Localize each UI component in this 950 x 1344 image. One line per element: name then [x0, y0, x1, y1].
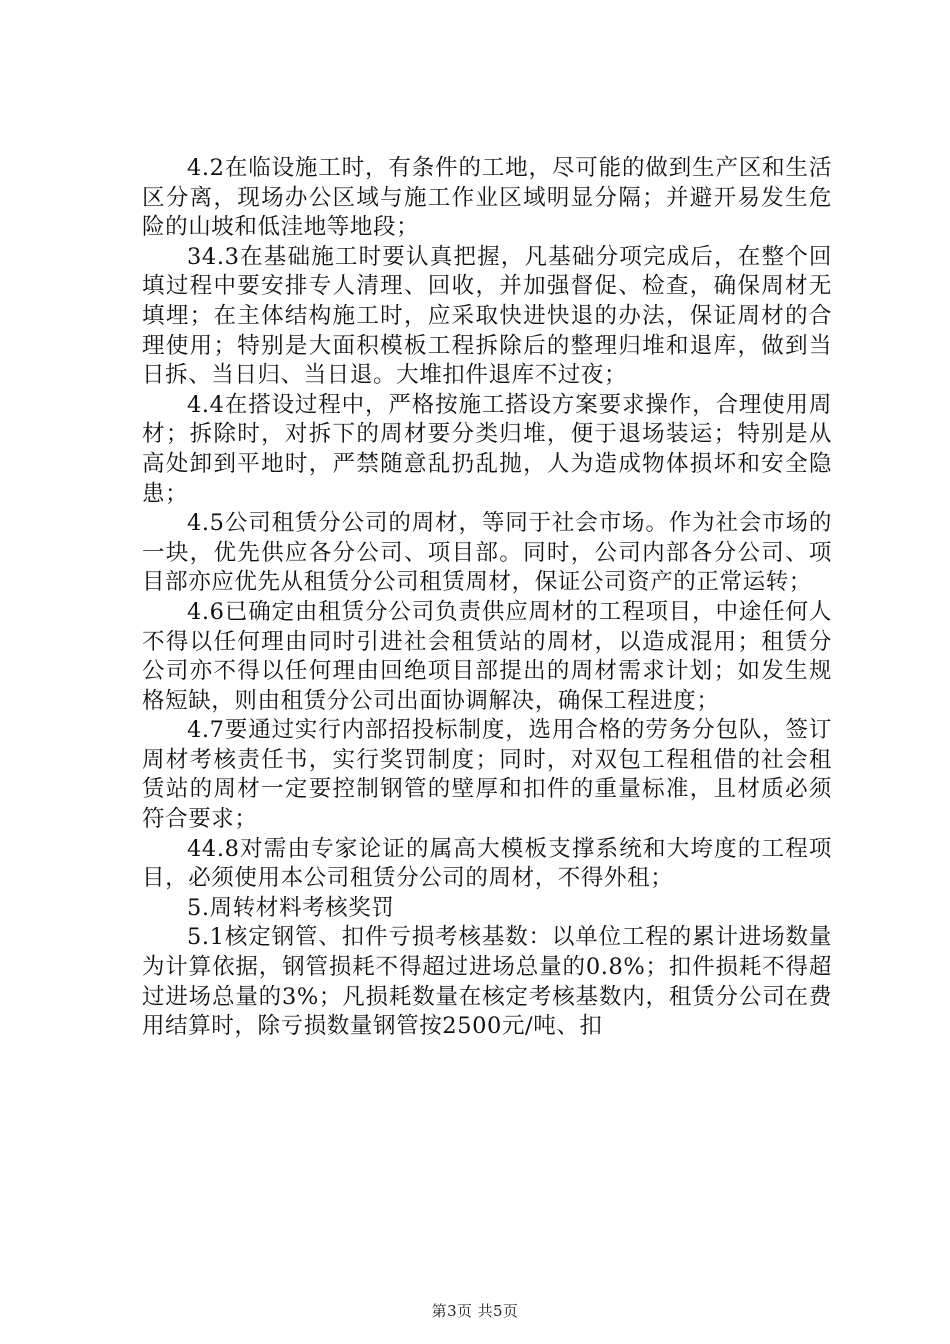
paragraph-4-8: 44.8对需由专家论证的属高大模板支撑系统和大垮度的工程项目，必须使用本公司租赁分公司的周材，不得外租； [142, 835, 832, 892]
section-heading-5: 5.周转材料考核奖罚 [187, 894, 395, 921]
paragraph-4-7: 4.7要通过实行内部招投标制度，选用合格的劳务分包队，签订周材考核责任书，实行奖罚制度；同时，对双包工程租借的社会租赁站的周材一定要控制钢管的壁厚和扣件的重量标准，且材质必须符合要求； [142, 717, 832, 833]
document-body [142, 154, 832, 1042]
paragraph-4-3: 34.3在基础施工时要认真把握，凡基础分项完成后，在整个回填过程中要安排专人清理、回收，并加强督促、检查，确保周材无填埋；在主体结构施工时，应采取快进快退的办法，保证周材的合理使用；特别是大面积模板工程拆除后的整理归堆和退库，做到当日拆、当日归、当日退。大堆扣件退库不过夜； [142, 243, 832, 389]
paragraph-5-1: 5.1核定钢管、扣件亏损考核基数：以单位工程的累计进场数量为计算依据，钢管损耗不得超过进场总量的0.8%；扣件损耗不得超过进场总量的3%；凡损耗数量在核定考核基数内，租赁分公司在费用结算时，除亏损数量钢管按2500元/吨、扣 [142, 924, 832, 1040]
page-footer: 第3页 共5页 [431, 1302, 519, 1320]
paragraph-4-6: 4.6已确定由租赁分公司负责供应周材的工程项目，中途任何人不得以任何理由同时引进社会租赁站的周材，以造成混用；租赁分公司亦不得以任何理由回绝项目部提出的周材需求计划；如发生规格短缺，则由租赁分公司出面协调解决，确保工程进度； [142, 598, 832, 714]
paragraph-4-2: 4.2在临设施工时，有条件的工地，尽可能的做到生产区和生活区分离，现场办公区域与施工作业区域明显分隔；并避开易发生危险的山坡和低洼地等地段； [142, 155, 832, 241]
paragraph-4-5: 4.5公司租赁分公司的周材，等同于社会市场。作为社会市场的一块，优先供应各分公司、项目部。同时，公司内部各分公司、项目部亦应优先从租赁分公司租赁周材，保证公司资产的正常运转； [142, 510, 832, 596]
paragraph-4-4: 4.4在搭设过程中，严格按施工搭设方案要求操作，合理使用周材；拆除时，对拆下的周材要分类归堆，便于退场装运；特别是从高处卸到平地时，严禁随意乱扔乱抛，人为造成物体损坏和安全隐患； [142, 391, 832, 507]
